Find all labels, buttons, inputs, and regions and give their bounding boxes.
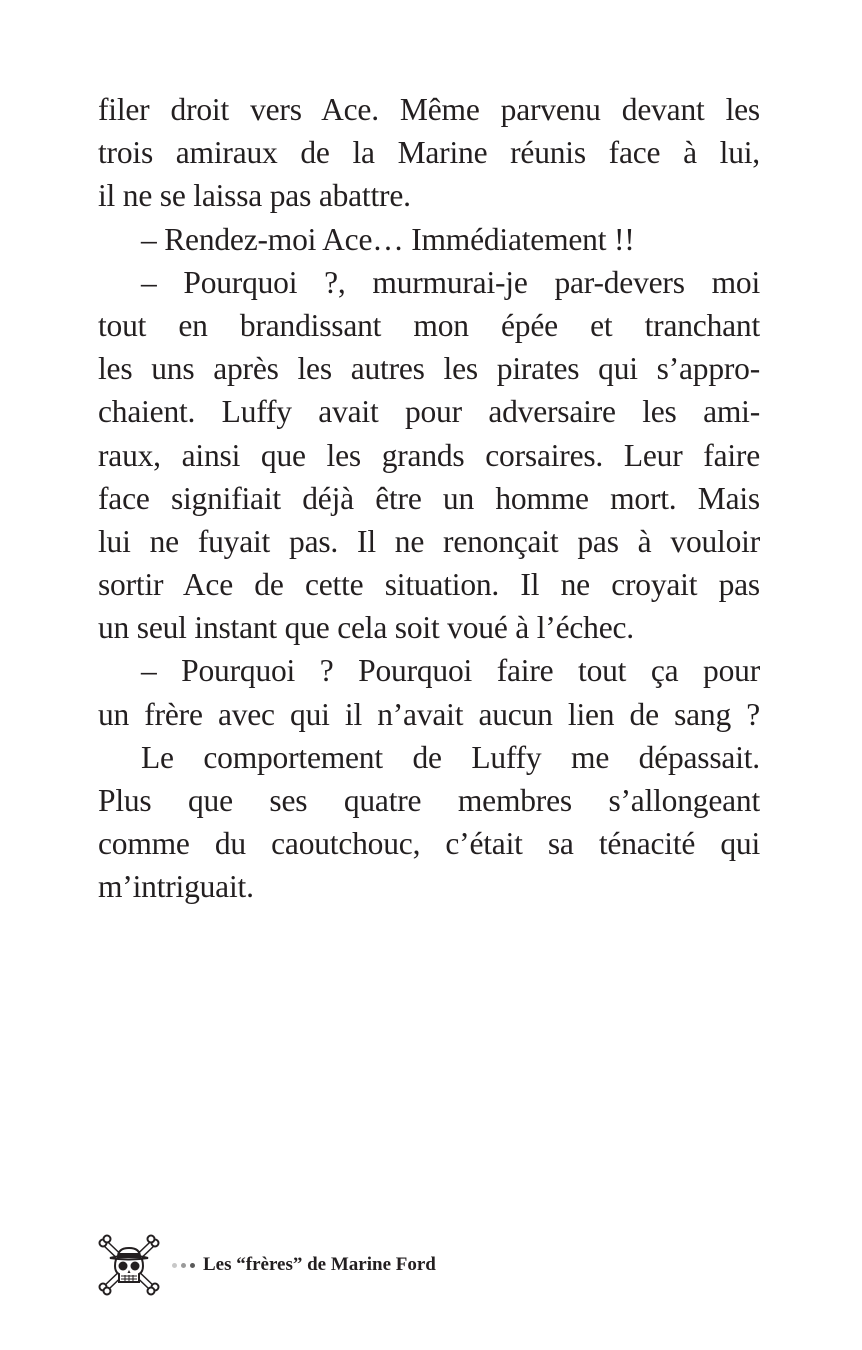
separator-dots [172,1263,195,1268]
text-line: tout en brandissant mon épée et tranchant [98,307,760,343]
text-line: lui ne fuyait pas. Il ne renonçait pas à vouloir [98,523,760,559]
text-line: filer droit vers Ace. Même parvenu devant les [98,92,760,127]
page-footer [96,1232,436,1298]
text-line: – Rendez-moi Ace… Immédiatement !! [141,221,635,257]
text-line: trois amiraux de la Marine réunis face à lui, [98,135,760,171]
running-title: Les “frères” de Marine Ford [203,1254,436,1275]
text-line: raux, ainsi que les grands corsaires. Leur faire [98,437,760,473]
straw-hat-jolly-roger-icon [96,1232,162,1298]
text-line: chaient. Luffy avait pour adversaire les ami- [98,394,760,430]
dot-light [172,1263,177,1268]
text-line: – Pourquoi ? Pourquoi faire tout ça pour [141,653,760,689]
text-line: Le comportement de Luffy me dépassait. [141,739,760,775]
text-line: un frère avec qui il n’avait aucun lien de sang ? [98,696,760,732]
text-line: comme du caoutchouc, c’était sa ténacité qui [98,826,760,862]
text-line: les uns après les autres les pirates qui s’appro- [98,351,760,387]
text-line: il ne se laissa pas abattre. [98,178,411,214]
text-line: Plus que ses quatre membres s’allongeant [98,783,760,818]
text-line: sortir Ace de cette situation. Il ne croyait pas [98,567,760,603]
text-line: face signifiait déjà être un homme mort. Mais [98,480,760,516]
text-line: m’intriguait. [98,869,254,905]
body-text [98,88,760,909]
dot-dark [190,1263,195,1268]
dot-mid [181,1263,186,1268]
text-line: un seul instant que cela soit voué à l’échec. [98,610,634,646]
text-line: – Pourquoi ?, murmurai-je par-devers moi [141,264,760,300]
